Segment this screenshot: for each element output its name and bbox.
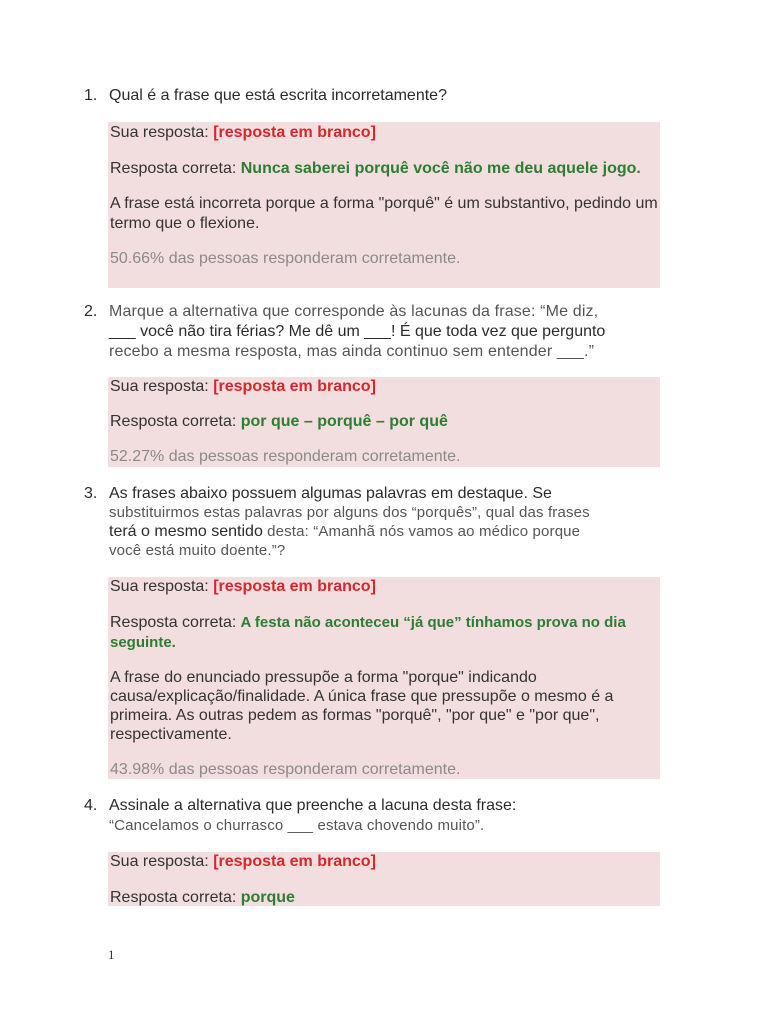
correct-answer-value: porque: [240, 889, 295, 906]
question-text: [109, 796, 664, 836]
correct-answer-value: Nunca saberei porquê você não me deu aquele jogo.: [240, 160, 641, 177]
correct-answer-label: Resposta correta:: [110, 160, 237, 177]
question-text: Qual é a frase que está escrita incorretamente?: [109, 87, 447, 104]
your-answer-label: Sua resposta:: [110, 578, 209, 595]
stat-text: 50.66% das pessoas responderam corretamente.: [110, 250, 461, 267]
question-text-line: ___ você não tira férias? Me dê um ___! É que toda vez que pergunto: [109, 323, 606, 340]
your-answer-value: [resposta em branco]: [213, 124, 376, 141]
your-answer-value: [resposta em branco]: [213, 853, 376, 870]
your-answer-label: Sua resposta:: [110, 378, 209, 395]
question-text-line: “Cancelamos o churrasco ___ estava chovendo muito”.: [109, 817, 485, 834]
question-3: [84, 484, 664, 779]
your-answer-value: [resposta em branco]: [213, 378, 376, 395]
correct-answer-label: Resposta correta:: [110, 614, 237, 631]
answer-box: [108, 577, 660, 779]
question-text: [109, 302, 664, 362]
your-answer-value: [resposta em branco]: [213, 578, 376, 595]
explanation: A frase do enunciado pressupõe a forma "porque" indicando causa/explicação/finalidade. A única frase que pressupõe o mesmo é a primeira. As outras pedem as formas "porquê", "por que" e "por que", respectivamente.: [110, 669, 614, 743]
correct-answer-value: A festa não aconteceu “já que” tínhamos prova no dia seguinte.: [110, 614, 626, 651]
correct-answer-label: Resposta correta:: [110, 889, 237, 906]
correct-answer-label: Resposta correta:: [110, 413, 237, 430]
question-text-line: desta: “Amanhã nós vamos ao médico porque: [262, 523, 581, 540]
question-text-line: Assinale a alternativa que preenche a lacuna desta frase:: [109, 797, 517, 814]
answer-box: [108, 852, 660, 906]
correct-answer-value: por que – porquê – por quê: [240, 413, 448, 430]
question-number: 3.: [84, 485, 98, 502]
your-answer-label: Sua resposta:: [110, 124, 209, 141]
question-text-line: substituirmos estas palavras por alguns dos “porquês”, qual das frases: [109, 504, 590, 521]
stat-text: 43.98% das pessoas responderam corretamente.: [110, 761, 461, 778]
page-number: 1: [108, 947, 115, 962]
question-2: [84, 302, 664, 467]
question-text-line: Marque a alternativa que corresponde às lacunas da frase: “Me diz,: [109, 303, 599, 320]
question-number: 1.: [84, 87, 98, 104]
question-text: [109, 484, 664, 560]
answer-box: [108, 122, 660, 288]
question-4: [84, 796, 664, 906]
question-text-line: recebo a mesma resposta, mas ainda continuo sem entender ___.”: [109, 343, 595, 360]
answer-box: [108, 377, 660, 467]
question-number: 2.: [84, 303, 98, 320]
explanation: A frase está incorreta porque a forma "porquê" é um substantivo, pedindo um termo que o flexione.: [110, 195, 658, 232]
your-answer-label: Sua resposta:: [110, 853, 209, 870]
question-number: 4.: [84, 797, 98, 814]
highlight-phrase: terá o mesmo sentido: [109, 523, 263, 540]
question-text-line: As frases abaixo possuem algumas palavras em destaque. Se: [109, 485, 552, 502]
stat-text: 52.27% das pessoas responderam corretamente.: [110, 448, 461, 465]
question-1: [84, 86, 664, 288]
question-text-line: você está muito doente.”?: [109, 542, 286, 559]
